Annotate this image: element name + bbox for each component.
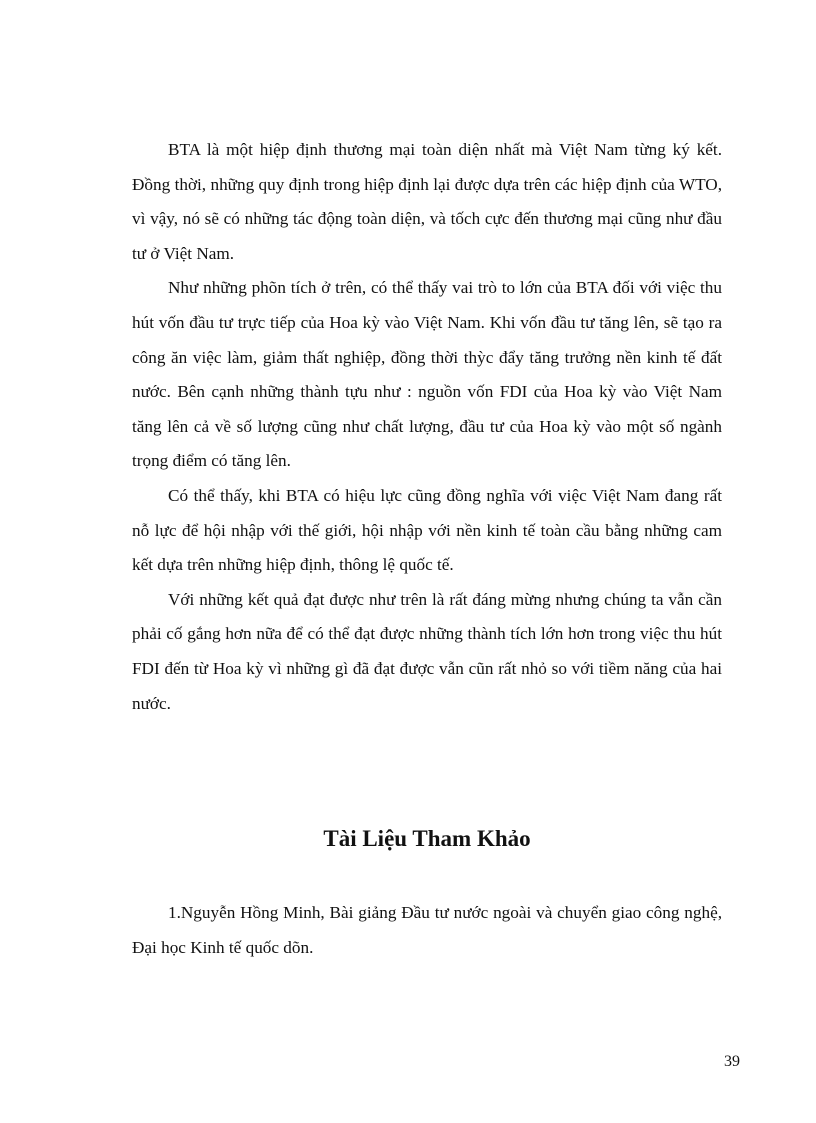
references-list (132, 896, 722, 965)
paragraph-1: BTA là một hiệp định thương mại toàn diện nhất mà Việt Nam từng ký kết. Đồng thời, những quy định trong hiệp định lại được dựa trên các hiệp định của WTO, vì vậy, nó sẽ có những tác động toàn diện, và tốch cực đến thương mại cũng như đầu tư ở Việt Nam. (132, 140, 722, 263)
body-text (132, 133, 722, 721)
reference-item: 1.Nguyễn Hồng Minh, Bài giảng Đầu tư nước ngoài và chuyển giao công nghệ, Đại học Kinh tế quốc dõn. (132, 903, 722, 957)
references-heading: Tài Liệu Tham Khảo (323, 826, 531, 851)
paragraph-4: Với những kết quả đạt được như trên là rất đáng mừng nhưng chúng ta vẫn cần phải cố gắng hơn nữa để có thể đạt được những thành tích lớn hơn trong việc thu hút FDI đến từ Hoa kỳ vì những gì đã đạt được vẫn cũn rất nhỏ so với tiềm năng của hai nước. (132, 589, 722, 713)
paragraph-3: Có thể thấy, khi BTA có hiệu lực cũng đồng nghĩa với việc Việt Nam đang rất nỗ lực để hội nhập với thế giới, hội nhập với nền kinh tế toàn cầu bằng những cam kết dựa trên những hiệp định, thông lệ quốc tế. (132, 485, 722, 575)
paragraph-2: Như những phõn tích ở trên, có thể thấy vai trò to lớn của BTA đối với việc thu hút vốn đầu tư trực tiếp của Hoa kỳ vào Việt Nam. Khi vốn đầu tư tăng lên, sẽ tạo ra công ăn việc làm, giảm thất nghiệp, đồng thời thỳc đẩy tăng trưởng nền kinh tế đất nước. Bên cạnh những thành tựu như : nguồn vốn FDI của Hoa kỳ vào Việt Nam tăng lên cả về số lượng cũng như chất lượng, đầu tư của Hoa kỳ vào một số ngành trọng điểm có tăng lên. (132, 278, 722, 471)
page-number: 39 (724, 1053, 740, 1070)
